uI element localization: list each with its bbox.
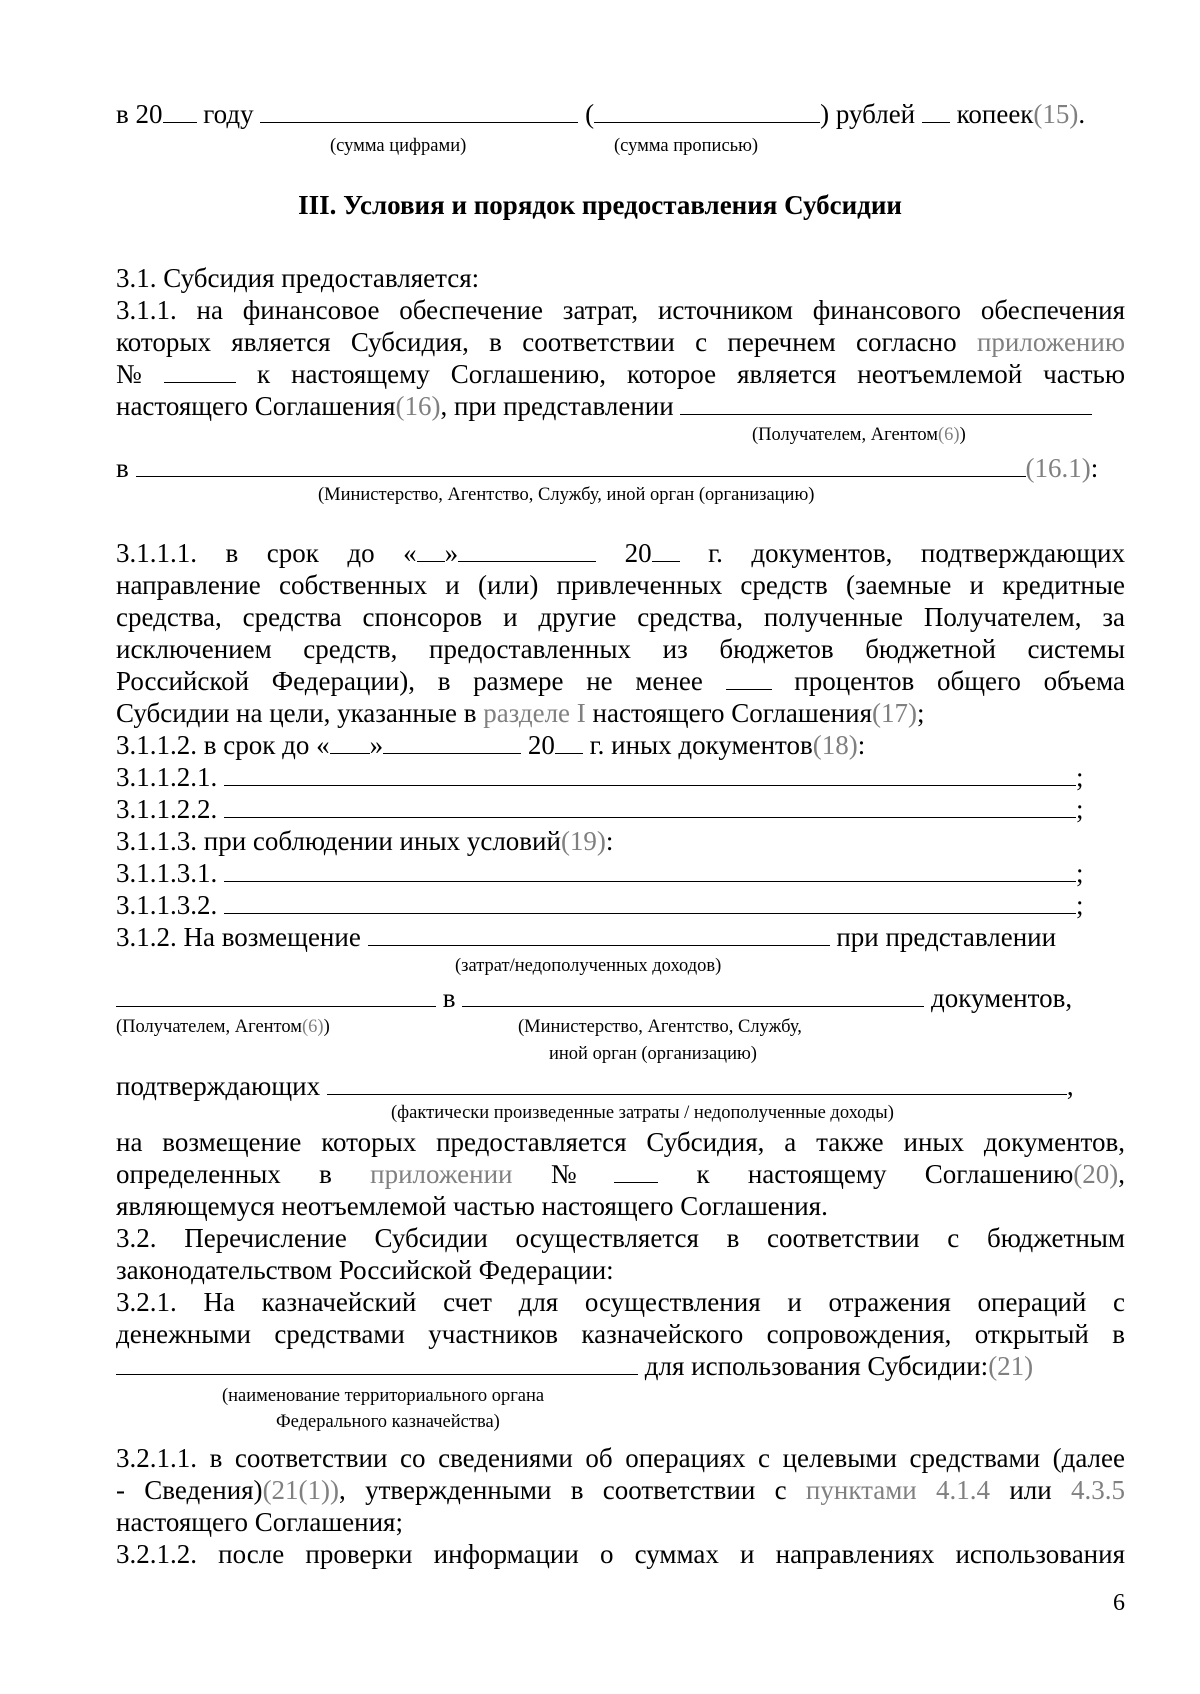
caption-treasury-1: (наименование территориального органа [222, 1386, 545, 1406]
sum-digits-blank[interactable] [260, 98, 578, 123]
appendix-number-blank-2[interactable] [614, 1158, 658, 1183]
para-3-2-1-1-line3: настоящего Соглашения; [116, 1507, 403, 1537]
percent-blank[interactable] [726, 665, 772, 690]
blank-3-1-1-3-1[interactable] [224, 857, 1076, 882]
ministry-blank-2[interactable] [462, 982, 924, 1007]
ref-18[interactable]: (18) [812, 730, 858, 760]
para-3-1-2: 3.1.2. На возмещение при представлении [116, 922, 1057, 952]
para-3-1-1-1-line3: средства, средства спонсоров и другие средства, полученные Получателем, за [116, 602, 1125, 632]
ref-20[interactable]: (20) [1073, 1159, 1119, 1189]
para-3-1-1-3: 3.1.1.3. при соблюдении иных условий(19): [116, 826, 614, 856]
caption-sum-words: (сумма прописью) [614, 136, 759, 156]
blank-3-1-1-3-2[interactable] [224, 889, 1076, 914]
sum-words-blank[interactable] [594, 98, 820, 123]
link-appendix[interactable]: приложению [976, 327, 1126, 357]
caption-recipient-2: (Получателем, Агентом(6)) [116, 1017, 330, 1037]
section-heading: III. Условия и порядок предоставления Субсидии [298, 190, 902, 220]
recipient-blank[interactable] [680, 390, 1092, 415]
para-3-2-1-line2: денежными средствами участников казначейского сопровождения, открытый в [116, 1319, 1125, 1349]
caption-costs: (затрат/недополученных доходов) [455, 956, 722, 976]
actual-costs-blank[interactable] [327, 1070, 1067, 1095]
para-3-2-1-line1: 3.2.1. На казначейский счет для осуществления и отражения операций с [116, 1287, 1125, 1317]
blank-3-1-1-2-2[interactable] [224, 793, 1076, 818]
para-3-1-1-line3: № к настоящему Соглашению, которое является неотъемлемой частью [116, 359, 1125, 389]
para-3-1-2-line4: на возмещение которых предоставляется Субсидия, а также иных документов, [116, 1127, 1125, 1157]
para-3-1-2-line3: подтверждающих , [116, 1071, 1074, 1101]
ref-16-1[interactable]: (16.1) [1025, 453, 1091, 483]
para-3-2-1-1-line1: 3.2.1.1. в соответствии со сведениями об операциях с целевыми средствами (далее [116, 1443, 1125, 1473]
para-3-1-1-3-1: 3.1.1.3.1. ; [116, 858, 1084, 888]
para-3-1-1-1-line6: Субсидии на цели, указанные в разделе I настоящего Соглашения(17); [116, 698, 925, 728]
caption-ministry: (Министерство, Агентство, Службу, иной орган (организацию) [318, 485, 815, 505]
ref-19[interactable]: (19) [560, 826, 606, 856]
caption-ministry-2a: (Министерство, Агентство, Службу, [518, 1017, 802, 1037]
para-3-1-1-2-1: 3.1.1.2.1. ; [116, 762, 1084, 792]
ref-21-1[interactable]: (21(1)) [262, 1475, 340, 1505]
caption-treasury-2: Федерального казначейства) [276, 1412, 500, 1432]
para-3-1-2-line5: определенных в приложении № к настоящему Соглашению(20), [116, 1159, 1126, 1189]
recipient-blank-2[interactable] [116, 982, 436, 1007]
ref-16[interactable]: (16) [395, 391, 441, 421]
para-3-1-1-line2: которых является Субсидия, в соответствии с перечнем согласно приложению [116, 327, 1126, 357]
para-3-1-1-1-line2: направление собственных и (или) привлеченных средств (заемные и кредитные [116, 570, 1125, 600]
link-points-4-1-4[interactable]: пунктами 4.1.4 [805, 1475, 991, 1505]
caption-ministry-2b: иной орган (организацию) [549, 1044, 757, 1064]
month-blank[interactable] [458, 537, 596, 562]
para-3-1-1-1-line1: 3.1.1.1. в срок до « » 20 г. документов, подтверждающих [116, 538, 1125, 568]
para-3-1-1-1-line5: Российской Федерации), в размере не менее процентов общего объема [116, 666, 1126, 696]
costs-blank[interactable] [368, 921, 830, 946]
para-3-1-1-3-2: 3.1.1.3.2. ; [116, 890, 1084, 920]
ref-15[interactable]: (15) [1033, 99, 1079, 129]
treasury-body-blank[interactable] [116, 1350, 638, 1375]
ref-17[interactable]: (17) [872, 698, 917, 728]
caption-actual-costs: (фактически произведенные затраты / недополученные доходы) [391, 1103, 894, 1123]
para-3-1-1-line5: в (16.1): [116, 453, 1099, 483]
ref-21[interactable]: (21) [988, 1351, 1034, 1381]
link-appendix-2[interactable]: приложении [370, 1159, 513, 1189]
para-3-1-1-1-line4: исключением средств, предоставленных из бюджетов бюджетной системы [116, 634, 1125, 664]
page-number: 6 [1113, 1590, 1125, 1616]
para-3-1-2-line2: в документов, [116, 982, 1072, 1014]
ministry-blank[interactable] [136, 452, 1026, 477]
caption-sum-digits: (сумма цифрами) [330, 136, 467, 156]
month-blank-2[interactable] [383, 729, 521, 754]
para-3-2-1-1-line2: - Сведения)(21(1)), утвержденными в соответствии с пунктами 4.1.4 или 4.3.5 [116, 1475, 1126, 1505]
amount-line: в 20 году ( ) рублей копеек(15). [116, 99, 1086, 129]
appendix-number-blank[interactable] [164, 358, 236, 383]
para-3-2-line2: законодательством Российской Федерации: [116, 1255, 614, 1285]
para-3-1-1-line4: настоящего Соглашения(16), при представлении [116, 390, 1092, 422]
link-section-1[interactable]: разделе I [483, 698, 586, 728]
para-3-1-1-2-2: 3.1.1.2.2. ; [116, 794, 1084, 824]
para-3-2-line1: 3.2. Перечисление Субсидии осуществляется в соответствии с бюджетным [116, 1223, 1125, 1253]
caption-recipient: (Получателем, Агентом(6)) [752, 425, 966, 445]
para-3-1-1-2: 3.1.1.2. в срок до « » 20 г. иных документов(18): [116, 730, 866, 760]
para-3-1: 3.1. Субсидия предоставляется: [116, 263, 480, 293]
para-3-2-1-line3: для использования Субсидии:(21) [116, 1350, 1033, 1382]
para-3-2-1-2-line1: 3.2.1.2. после проверки информации о суммах и направлениях использования [116, 1539, 1125, 1569]
para-3-1-1-line1: 3.1.1. на финансовое обеспечение затрат, источником финансового обеспечения [116, 295, 1125, 325]
link-point-4-3-5[interactable]: 4.3.5 [1071, 1475, 1126, 1505]
blank-3-1-1-2-1[interactable] [224, 761, 1076, 786]
para-3-1-2-line6: являющемуся неотъемлемой частью настоящего Соглашения. [116, 1191, 828, 1221]
